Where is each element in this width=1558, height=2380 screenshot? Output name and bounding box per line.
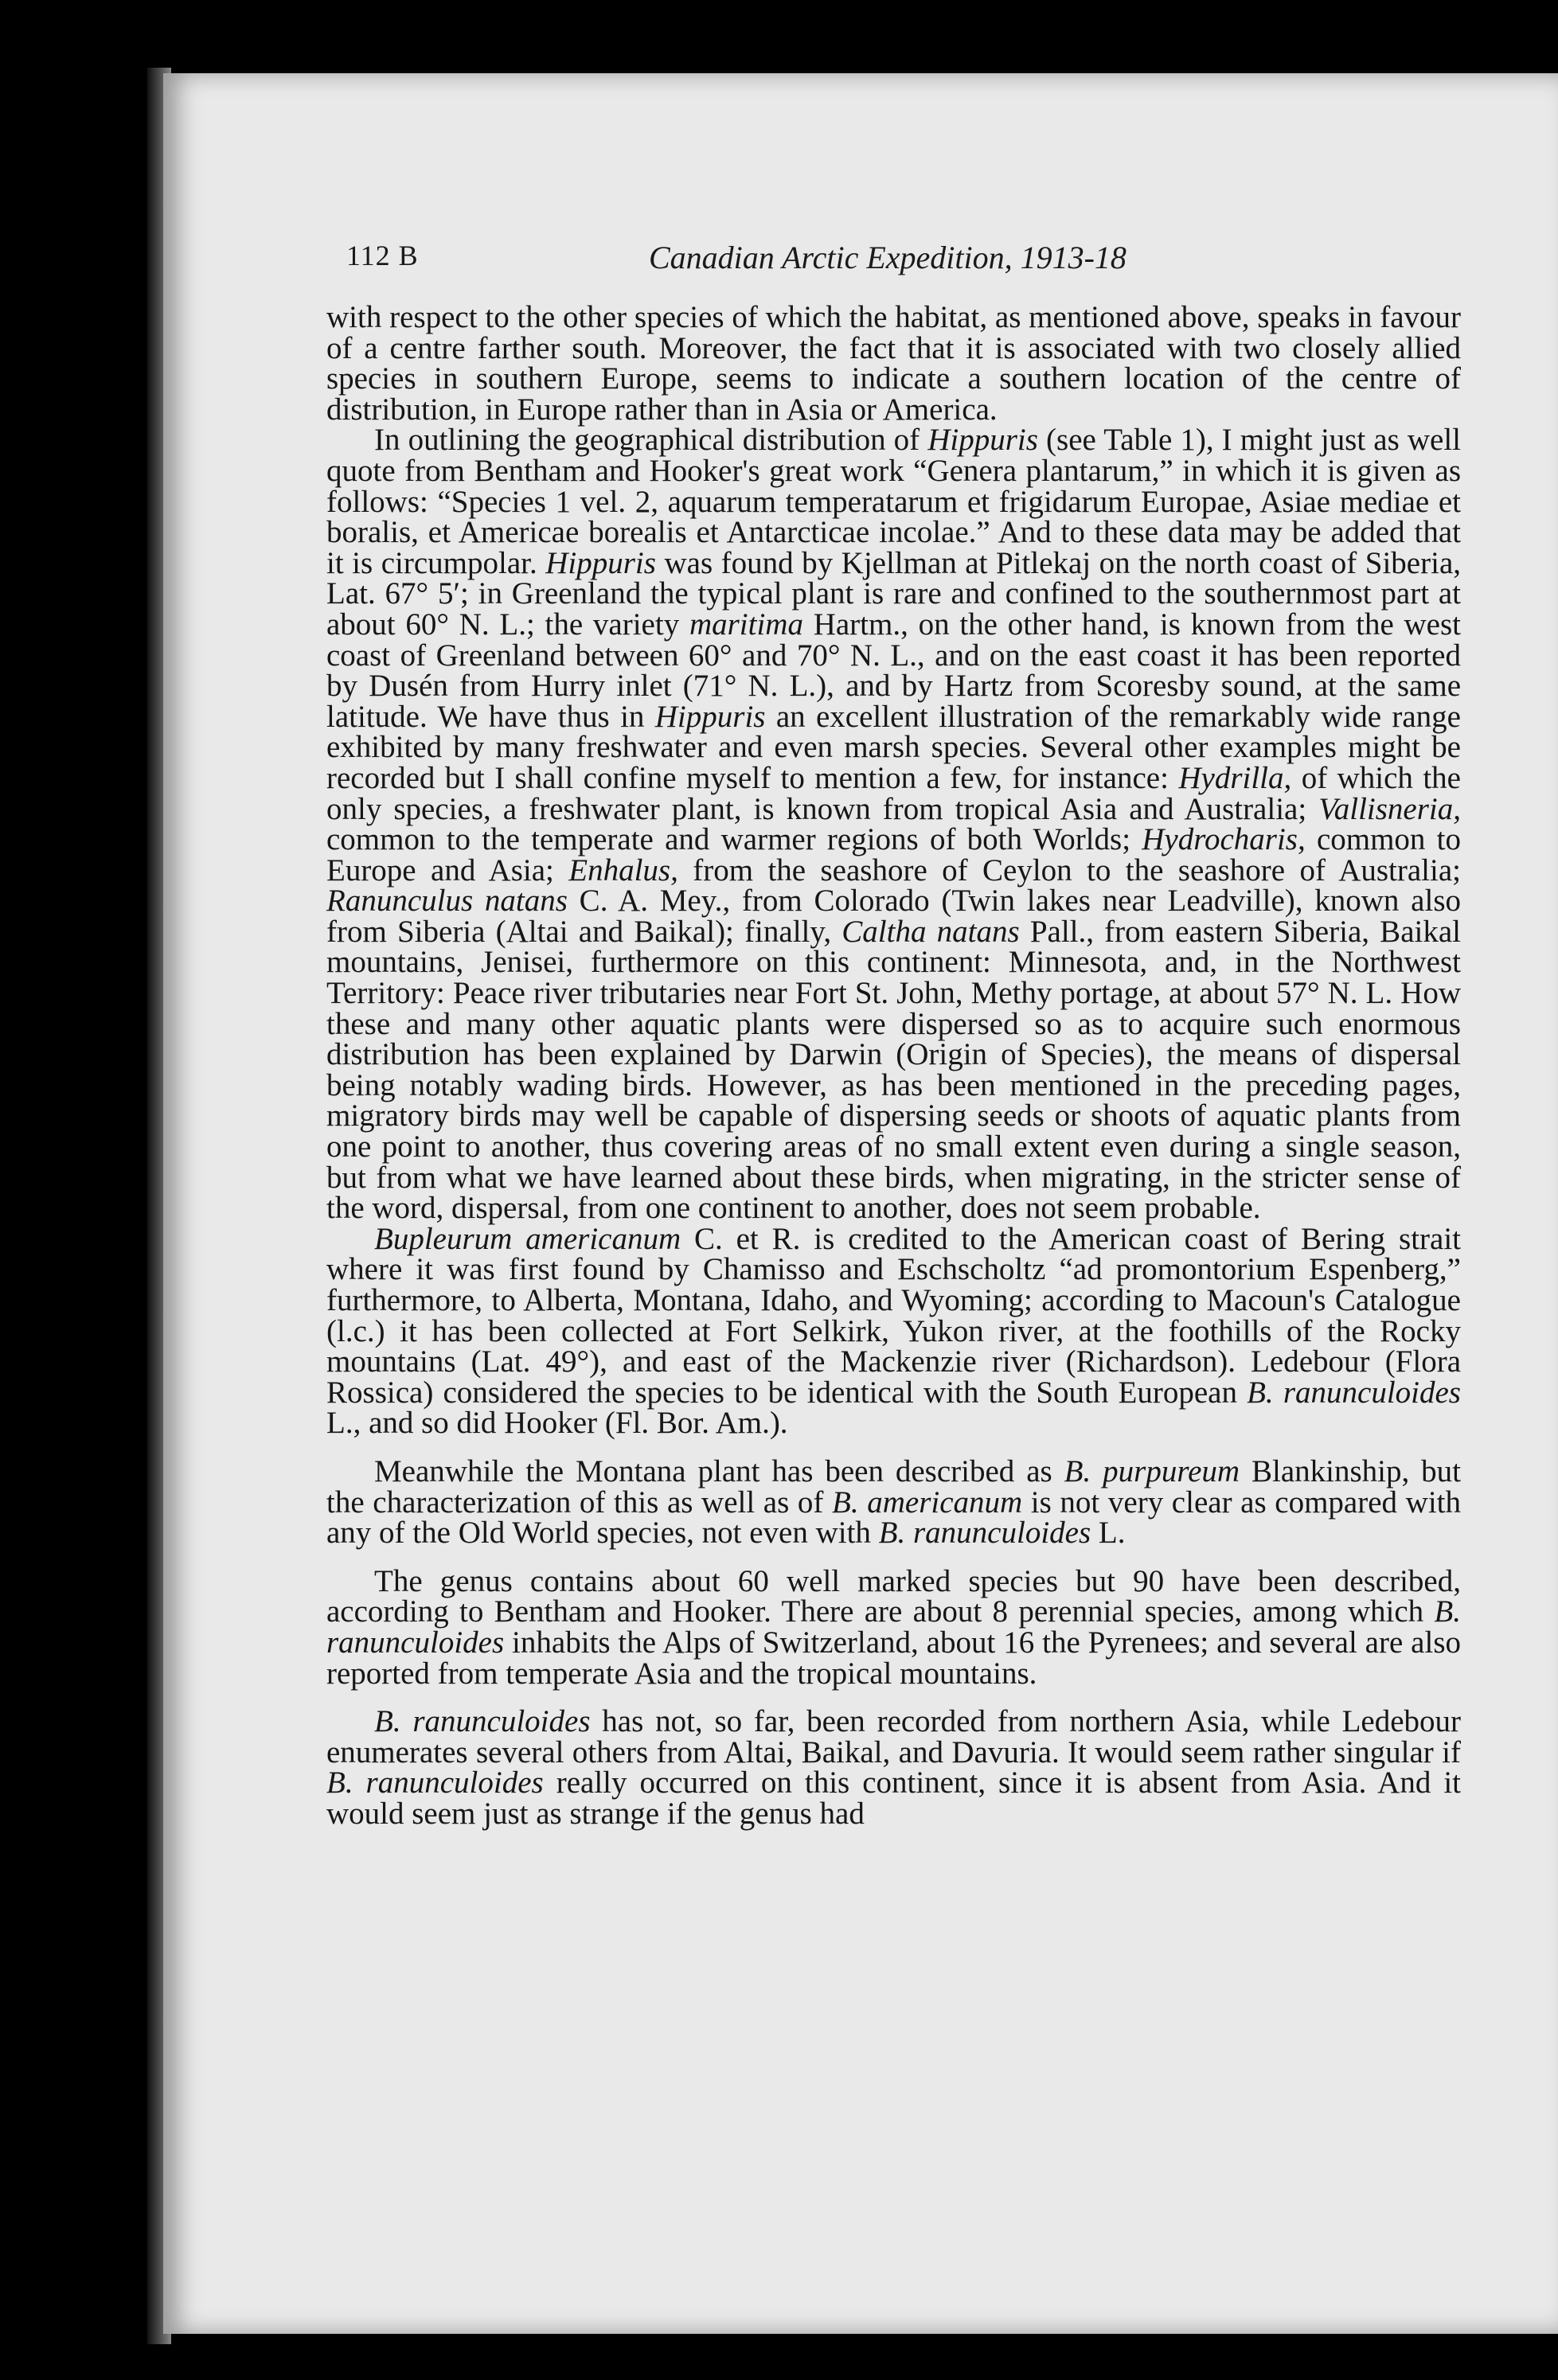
italic-term: Enhalus, bbox=[568, 853, 678, 888]
text-run: has not, so far, been recorded from northern Asia, while Ledebour enumerates several others from Altai, Baikal, and Davuria. It would seem rather singular if bbox=[326, 1704, 1462, 1769]
italic-term: Hippuris bbox=[927, 423, 1038, 458]
text-run: Blankinship, but the characterization of this as well as of bbox=[326, 1453, 1461, 1520]
italic-term: Bupleurum americanum bbox=[374, 1221, 681, 1256]
text-run: an excellent illustration of the remarkably wide range exhibited by many freshwater and even marsh species. Several other examples might be recorded but I shall confine myself to mention a few, for instance: bbox=[326, 699, 1461, 795]
text-run: common to Europe and Asia; bbox=[326, 822, 1461, 888]
text-run: was found by Kjellman at Pitlekaj on the north coast of Siberia, Lat. 67° 5′; in Greenland the typical plant is rare and confined to the southernmost part at about 60° N. L.; the variety bbox=[326, 545, 1461, 642]
italic-term: B. purpureum bbox=[1064, 1453, 1240, 1488]
italic-term: maritima bbox=[689, 607, 803, 642]
paragraph-ranunculoides-asia bbox=[326, 1704, 1462, 1831]
paragraph-continued: with respect to the other species of which the habitat, as mentioned above, speaks in favour of a centre farther south. Moreover, the fact that it is associated with two closely allied species in southern Europe, seems to indicate a southern location of the centre of distribution, in Europe rather than in Asia or America. bbox=[326, 300, 1461, 427]
italic-term: B. ranunculoides bbox=[374, 1704, 591, 1739]
text-run: really occurred on this continent, since it is absent from Asia. And it would seem just as strange if the genus had bbox=[326, 1765, 1462, 1831]
text-run: is not very clear as compared with any of the Old World species, not even with bbox=[326, 1485, 1461, 1551]
text-run: of which the only species, a freshwater plant, is known from tropical Asia and Australia; bbox=[326, 760, 1461, 826]
italic-term: Vallisneria, bbox=[1318, 791, 1461, 826]
text-run: C. et R. is credited to the American coast of Bering strait where it was first found by Chamisso and Eschscholtz “ad promontorium Espenberg,” furthermore, to Alberta, Montana, Idaho, and Wyoming; according to Macoun's Catalogue (l.c.) it has been collected at Fort Selkirk, Yukon river, at the foothills of the Rocky mountains (Lat. 49°), and east of the Mackenzie river (Richardson). Ledebour (Flora Rossica) considered the species to be identical with the South European bbox=[326, 1221, 1461, 1410]
text-run: Hartm., on the other hand, is known from the west coast of Greenland between 60° and 70° N. L., and on the east coast it has been reported by Dusén from Hurry inlet (71° N. L.), and by Hartz from Scoresby sound, at the same latitude. We have thus in bbox=[326, 607, 1461, 734]
page-number: 112 B bbox=[346, 240, 419, 271]
italic-term: B. ranunculoides bbox=[326, 1765, 544, 1801]
text-run: Pall., from eastern Siberia, Baikal mountains, Jenisei, furthermore on this continent: Minnesota, and, in the Northwest Territory: Peace river tributaries near Fort St. John, Methy portage, at about 57° N. L. How these and many other aquatic plants were dispersed so as to acquire such enormous distribution has been explained by Darwin (Origin of Species), the means of dispersal being notably wading birds. However, as has been mentioned in the preceding pages, migratory birds may well be capable of dispersing seeds or shoots of aquatic plants from one point to another, thus covering areas of no small extent even during a single season, but from what we have learned about these birds, when migrating, in the stricter sense of the word, dispersal, from one continent to another, does not seem probable. bbox=[326, 914, 1461, 1226]
text-run: C. A. Mey., from Colorado (Twin lakes near Leadville), known also from Siberia (Altai and Baikal); finally, bbox=[326, 884, 1461, 949]
text-run: inhabits the Alps of Switzerland, about 16 the Pyrenees; and several are also reported from temperate Asia and the tropical mountains. bbox=[326, 1625, 1461, 1691]
italic-term: Hydrilla, bbox=[1178, 760, 1292, 795]
text-run: from the seashore of Ceylon to the seashore of Australia; bbox=[677, 853, 1461, 888]
text-run: (see Table 1), I might just as well quote from Bentham and Hooker's great work “Genera plantarum,” in which it is given as follows: “Species 1 vel. 2, aquarum temperatarum et frigidarum Europae, Asiae mediae et boralis, et Americae borealis et Antarcticae incolae.” And to these data may be added that it is circumpolar. bbox=[326, 423, 1461, 580]
text-run: Meanwhile the Montana plant has been described as bbox=[374, 1453, 1064, 1488]
italic-term: Caltha natans bbox=[841, 914, 1020, 949]
italic-term: B. ranunculoides bbox=[1247, 1375, 1461, 1410]
paragraph-montana-plant bbox=[326, 1453, 1461, 1551]
italic-term: B. ranunculoides bbox=[326, 1594, 1461, 1660]
text-run: The genus contains about 60 well marked species but 90 have been described, according to Bentham and Hooker. There are about 8 perennial species, among which bbox=[326, 1563, 1461, 1629]
italic-term: Hydrocharis, bbox=[1142, 822, 1306, 857]
text-run: In outlining the geographical distribution of bbox=[374, 423, 928, 458]
page-header bbox=[346, 239, 1477, 287]
paragraph-bupleurum-americanum bbox=[326, 1221, 1461, 1441]
paragraph-genus-species-count bbox=[326, 1563, 1461, 1691]
text-run: L., and so did Hooker (Fl. Bor. Am.). bbox=[326, 1406, 788, 1441]
text-run: common to the temperate and warmer regions of both Worlds; bbox=[326, 822, 1142, 857]
italic-term: Hippuris bbox=[545, 545, 656, 580]
italic-term: B. americanum bbox=[832, 1485, 1023, 1520]
italic-term: Hippuris bbox=[654, 699, 766, 734]
italic-term: B. ranunculoides bbox=[878, 1516, 1091, 1551]
paragraph-hippuris-distribution bbox=[326, 423, 1461, 1226]
text-run: L. bbox=[1091, 1516, 1126, 1551]
running-title: Canadian Arctic Expedition, 1913-18 bbox=[649, 240, 1127, 275]
italic-term: Ranunculus natans bbox=[326, 884, 568, 919]
body-text bbox=[326, 302, 1461, 1830]
